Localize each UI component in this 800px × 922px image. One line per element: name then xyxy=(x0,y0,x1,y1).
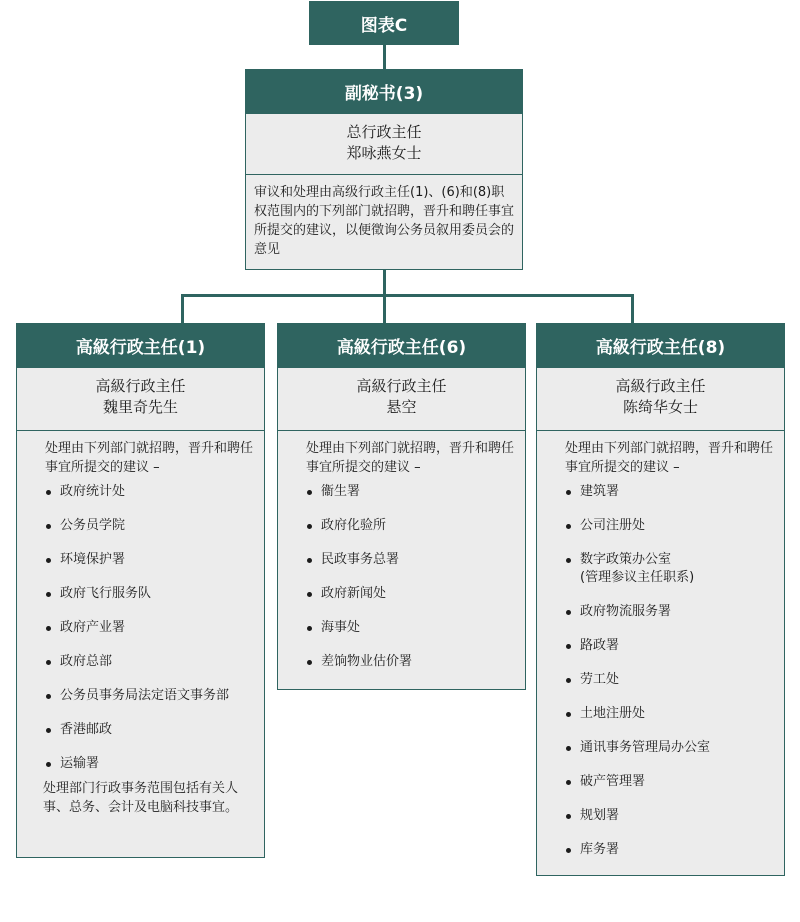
deputy-header: 副秘书(3) xyxy=(245,69,523,113)
unit-8-box xyxy=(536,367,785,876)
connector-unit-6 xyxy=(383,294,386,324)
list-item: 海事处 xyxy=(306,619,515,637)
deputy-role: 总行政主任 xyxy=(346,123,422,141)
list-item: 民政事务总署 xyxy=(306,551,515,569)
connector-bus xyxy=(181,294,634,297)
unit-6-name: 悬空 xyxy=(386,398,417,416)
list-item: 政府新闻处 xyxy=(306,585,515,603)
list-item: 政府飞行服务队 xyxy=(45,585,254,603)
list-item: 公务员学院 xyxy=(45,517,254,535)
list-item: 香港邮政 xyxy=(45,721,254,739)
unit-1-list xyxy=(45,483,254,773)
unit-8-intro: 处理由下列部门就招聘，晋升和聘任事宜所提交的建议 – xyxy=(565,441,774,475)
list-item: 土地注册处 xyxy=(565,705,774,723)
unit-1-footer: 处理部门行政事务范围包括有关人事、总务、会计及电脑科技事宜。 xyxy=(43,781,239,815)
unit-6-intro: 处理由下列部门就招聘，晋升和聘任事宜所提交的建议 – xyxy=(306,441,515,475)
list-item: 环境保护署 xyxy=(45,551,254,569)
unit-6-list xyxy=(306,483,515,671)
unit-1-box xyxy=(16,367,265,858)
unit-1-header: 高級行政主任(1) xyxy=(16,323,265,367)
unit-8-list xyxy=(565,483,774,859)
unit-1-role: 高級行政主任 xyxy=(95,377,186,395)
unit-6-role: 高級行政主任 xyxy=(356,377,447,395)
connector-deputy-bus xyxy=(383,269,386,296)
connector-title-deputy xyxy=(383,44,386,70)
chart-title: 图表C xyxy=(309,1,459,45)
unit-8-name: 陈绮华女士 xyxy=(622,398,698,416)
list-item: 公司注册处 xyxy=(565,517,774,535)
list-item: 政府化验所 xyxy=(306,517,515,535)
list-item: 通讯事务管理局办公室 xyxy=(565,739,774,757)
list-item: 建筑署 xyxy=(565,483,774,501)
unit-1-name: 魏里奇先生 xyxy=(102,398,178,416)
unit-6-box xyxy=(277,367,526,690)
list-item: 劳工处 xyxy=(565,671,774,689)
list-item: 衞生署 xyxy=(306,483,515,501)
deputy-box xyxy=(245,113,523,270)
list-item: 库务署 xyxy=(565,841,774,859)
list-item: 数字政策办公室 (管理参议主任职系) xyxy=(565,551,774,587)
list-item: 运输署 xyxy=(45,755,254,773)
unit-8-header: 高級行政主任(8) xyxy=(536,323,785,367)
connector-unit-8 xyxy=(631,294,634,324)
list-item: 政府产业署 xyxy=(45,619,254,637)
list-item: 破产管理署 xyxy=(565,773,774,791)
list-item: 路政署 xyxy=(565,637,774,655)
deputy-name: 郑咏燕女士 xyxy=(346,144,422,162)
list-item: 政府统计处 xyxy=(45,483,254,501)
deputy-description: 审议和处理由高级行政主任(1)、(6)和(8)职权范围内的下列部门就招聘，晋升和聘任事宜所提交的建议，以便徵询公务员叙用委员会的意见 xyxy=(254,185,515,257)
unit-1-intro: 处理由下列部门就招聘，晋升和聘任事宜所提交的建议 – xyxy=(45,441,254,475)
unit-8-role: 高級行政主任 xyxy=(615,377,706,395)
unit-6-header: 高級行政主任(6) xyxy=(277,323,526,367)
list-item: 政府总部 xyxy=(45,653,254,671)
list-item: 政府物流服务署 xyxy=(565,603,774,621)
list-item: 规划署 xyxy=(565,807,774,825)
list-item: 公务员事务局法定语文事务部 xyxy=(45,687,254,705)
list-item: 差饷物业估价署 xyxy=(306,653,515,671)
connector-unit-1 xyxy=(181,294,184,324)
